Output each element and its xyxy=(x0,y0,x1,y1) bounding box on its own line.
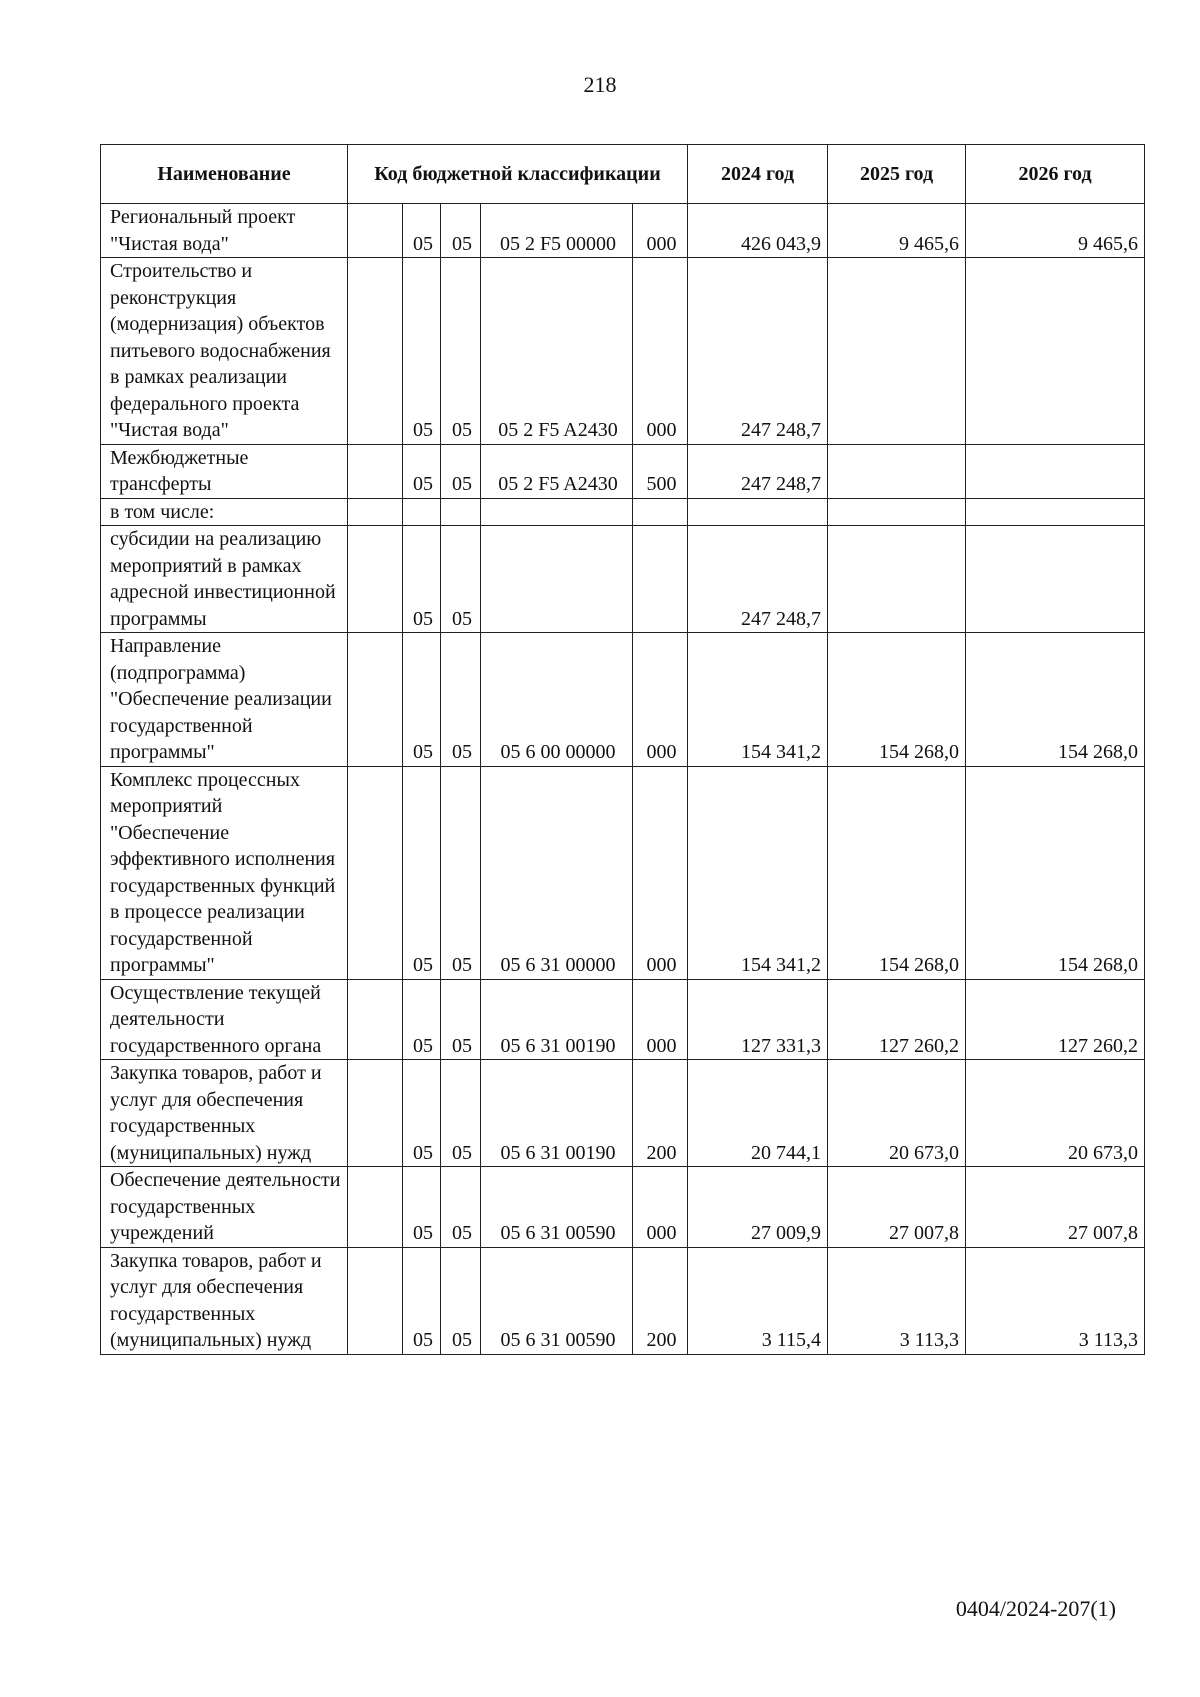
value-2024 xyxy=(688,498,828,526)
code-expense-type: 000 xyxy=(633,1167,688,1248)
table-row xyxy=(101,444,1145,498)
code-part-1 xyxy=(348,1060,403,1167)
code-part-1 xyxy=(348,526,403,633)
code-expense-type: 200 xyxy=(633,1247,688,1354)
code-expense-type: 000 xyxy=(633,979,688,1060)
code-expense-type: 000 xyxy=(633,633,688,767)
code-part-1 xyxy=(348,444,403,498)
code-part-1 xyxy=(348,766,403,979)
code-subsection: 05 xyxy=(441,1167,481,1248)
value-2024: 20 744,1 xyxy=(688,1060,828,1167)
code-target-article xyxy=(481,526,633,633)
budget-table xyxy=(100,144,1145,1355)
value-2025: 154 268,0 xyxy=(828,766,966,979)
header-2024: 2024 год xyxy=(688,145,828,204)
row-name: Межбюджетные трансферты xyxy=(101,444,348,498)
row-name: Региональный проект "Чистая вода" xyxy=(101,204,348,258)
code-expense-type: 000 xyxy=(633,204,688,258)
value-2026: 127 260,2 xyxy=(966,979,1145,1060)
code-subsection: 05 xyxy=(441,979,481,1060)
header-2025: 2025 год xyxy=(828,145,966,204)
code-expense-type: 000 xyxy=(633,258,688,445)
value-2025: 3 113,3 xyxy=(828,1247,966,1354)
code-section: 05 xyxy=(403,633,441,767)
code-subsection: 05 xyxy=(441,444,481,498)
value-2024: 154 341,2 xyxy=(688,766,828,979)
value-2026 xyxy=(966,444,1145,498)
value-2024: 154 341,2 xyxy=(688,633,828,767)
code-subsection: 05 xyxy=(441,1060,481,1167)
table-row xyxy=(101,633,1145,767)
row-name: в том числе: xyxy=(101,498,348,526)
code-expense-type: 200 xyxy=(633,1060,688,1167)
table-row xyxy=(101,979,1145,1060)
code-part-1 xyxy=(348,1247,403,1354)
value-2025 xyxy=(828,258,966,445)
code-subsection: 05 xyxy=(441,1247,481,1354)
value-2026: 9 465,6 xyxy=(966,204,1145,258)
table-row xyxy=(101,1060,1145,1167)
table-row xyxy=(101,498,1145,526)
code-expense-type: 500 xyxy=(633,444,688,498)
code-section: 05 xyxy=(403,1060,441,1167)
value-2025 xyxy=(828,526,966,633)
value-2026: 154 268,0 xyxy=(966,633,1145,767)
code-section xyxy=(403,498,441,526)
code-part-1 xyxy=(348,1167,403,1248)
code-expense-type xyxy=(633,498,688,526)
row-name: Обеспечение деятельности государственных учреждений xyxy=(101,1167,348,1248)
value-2026 xyxy=(966,526,1145,633)
value-2025 xyxy=(828,444,966,498)
row-name: Строительство и реконструкция (модернизация) объектов питьевого водоснабжения в рамках реализации федерального проекта "Чистая вода" xyxy=(101,258,348,445)
value-2026: 20 673,0 xyxy=(966,1060,1145,1167)
code-subsection: 05 xyxy=(441,766,481,979)
value-2025: 154 268,0 xyxy=(828,633,966,767)
value-2026: 154 268,0 xyxy=(966,766,1145,979)
table-row xyxy=(101,204,1145,258)
table-row xyxy=(101,258,1145,445)
code-target-article: 05 6 31 00000 xyxy=(481,766,633,979)
value-2024: 27 009,9 xyxy=(688,1167,828,1248)
code-target-article: 05 2 F5 A2430 xyxy=(481,444,633,498)
code-section: 05 xyxy=(403,1167,441,1248)
code-subsection xyxy=(441,498,481,526)
code-expense-type: 000 xyxy=(633,766,688,979)
code-target-article: 05 6 00 00000 xyxy=(481,633,633,767)
header-2026: 2026 год xyxy=(966,145,1145,204)
table-row xyxy=(101,526,1145,633)
code-section: 05 xyxy=(403,979,441,1060)
code-target-article: 05 6 31 00190 xyxy=(481,1060,633,1167)
code-part-1 xyxy=(348,498,403,526)
value-2025 xyxy=(828,498,966,526)
code-subsection: 05 xyxy=(441,526,481,633)
table-header-row xyxy=(101,145,1145,204)
value-2024: 247 248,7 xyxy=(688,258,828,445)
row-name: Направление (подпрограмма) "Обеспечение реализации государственной программы" xyxy=(101,633,348,767)
code-part-1 xyxy=(348,979,403,1060)
code-target-article: 05 2 F5 A2430 xyxy=(481,258,633,445)
value-2026: 3 113,3 xyxy=(966,1247,1145,1354)
code-section: 05 xyxy=(403,526,441,633)
document-id: 0404/2024-207(1) xyxy=(955,1596,1116,1621)
row-name: Осуществление текущей деятельности государственного органа xyxy=(101,979,348,1060)
value-2024: 247 248,7 xyxy=(688,526,828,633)
value-2026 xyxy=(966,258,1145,445)
value-2025: 20 673,0 xyxy=(828,1060,966,1167)
value-2024: 426 043,9 xyxy=(688,204,828,258)
value-2025: 27 007,8 xyxy=(828,1167,966,1248)
code-part-1 xyxy=(348,258,403,445)
value-2025: 127 260,2 xyxy=(828,979,966,1060)
row-name: Закупка товаров, работ и услуг для обеспечения государственных (муниципальных) нужд xyxy=(101,1060,348,1167)
code-expense-type xyxy=(633,526,688,633)
value-2026 xyxy=(966,498,1145,526)
code-subsection: 05 xyxy=(441,258,481,445)
value-2024: 247 248,7 xyxy=(688,444,828,498)
code-section: 05 xyxy=(403,258,441,445)
code-part-1 xyxy=(348,204,403,258)
value-2026: 27 007,8 xyxy=(966,1167,1145,1248)
header-budget-code: Код бюджетной классификации xyxy=(348,145,688,204)
code-section: 05 xyxy=(403,444,441,498)
code-section: 05 xyxy=(403,1247,441,1354)
table-row xyxy=(101,1167,1145,1248)
row-name: Комплекс процессных мероприятий "Обеспечение эффективного исполнения государственных функций в процессе реализации государственной программы" xyxy=(101,766,348,979)
code-target-article xyxy=(481,498,633,526)
page-number: 218 xyxy=(583,72,617,97)
code-target-article: 05 6 31 00590 xyxy=(481,1167,633,1248)
code-subsection: 05 xyxy=(441,204,481,258)
value-2024: 3 115,4 xyxy=(688,1247,828,1354)
row-name: субсидии на реализацию мероприятий в рамках адресной инвестиционной программы xyxy=(101,526,348,633)
code-section: 05 xyxy=(403,766,441,979)
table-row xyxy=(101,766,1145,979)
header-name: Наименование xyxy=(101,145,348,204)
table-row xyxy=(101,1247,1145,1354)
code-section: 05 xyxy=(403,204,441,258)
value-2025: 9 465,6 xyxy=(828,204,966,258)
code-part-1 xyxy=(348,633,403,767)
code-subsection: 05 xyxy=(441,633,481,767)
code-target-article: 05 2 F5 00000 xyxy=(481,204,633,258)
code-target-article: 05 6 31 00190 xyxy=(481,979,633,1060)
value-2024: 127 331,3 xyxy=(688,979,828,1060)
row-name: Закупка товаров, работ и услуг для обеспечения государственных (муниципальных) нужд xyxy=(101,1247,348,1354)
code-target-article: 05 6 31 00590 xyxy=(481,1247,633,1354)
